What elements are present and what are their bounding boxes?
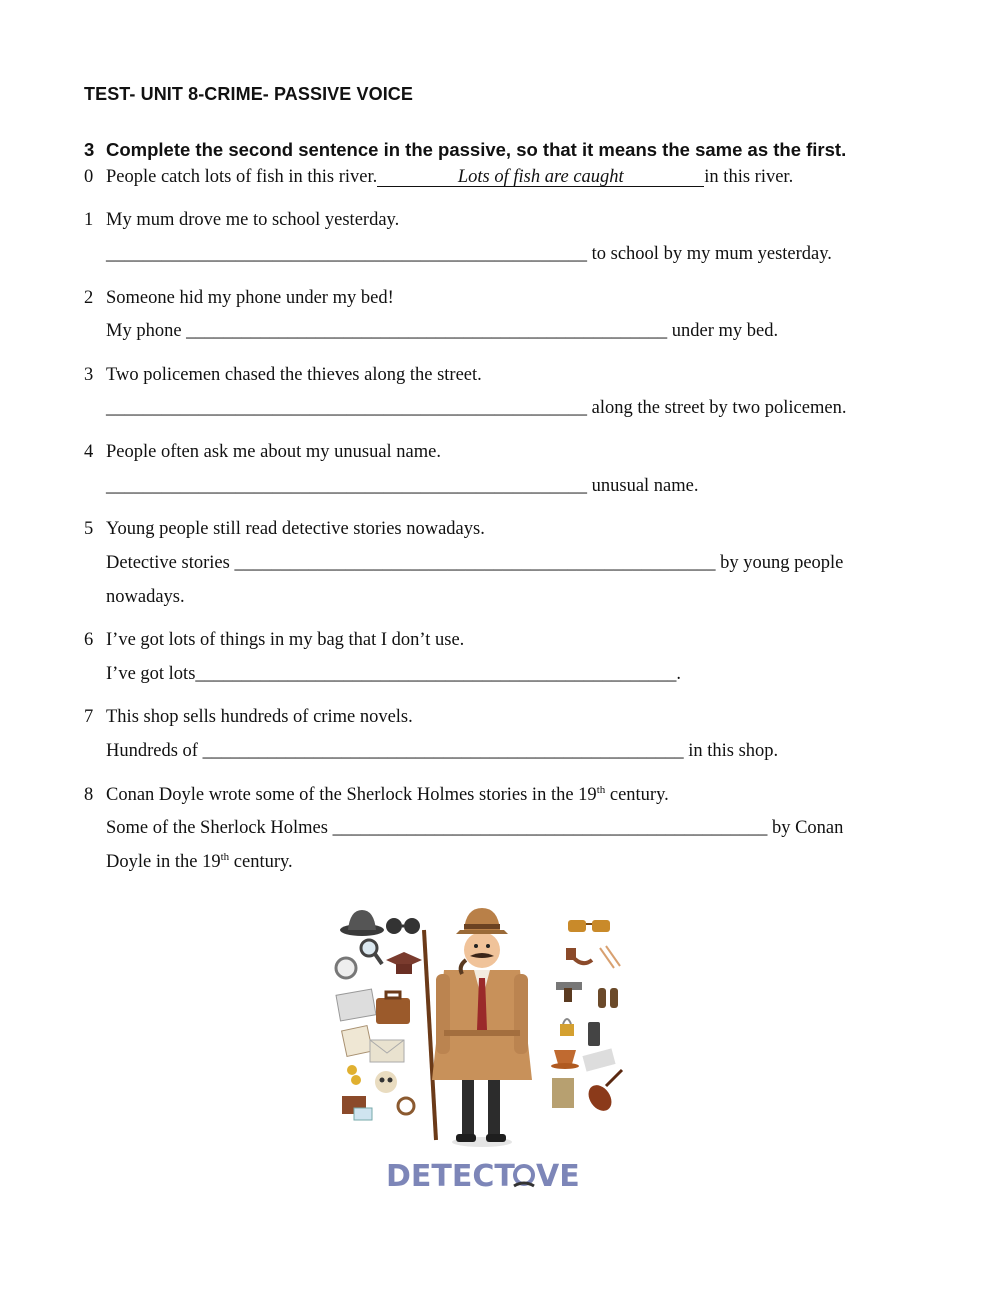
example-text (106, 167, 793, 188)
padlock-icon (560, 1019, 574, 1036)
item-after: . (676, 664, 682, 684)
item-number: 6 (84, 630, 94, 650)
glasses-icon (386, 918, 420, 934)
answer-blank[interactable]: ____________________________________________________ (106, 476, 587, 496)
notebook-icon (552, 1078, 574, 1108)
item-5-answer-line[interactable] (106, 553, 843, 574)
item-sentence: Young people still read detective stories nowadays. (106, 519, 485, 539)
item-sentence: This shop sells hundreds of crime novels. (106, 707, 413, 727)
item-8-continuation (106, 852, 293, 873)
answer-blank[interactable]: ____________________________________________________ (202, 741, 684, 761)
item-cont-part: century. (229, 852, 293, 872)
notepad-icon (582, 1048, 615, 1071)
id-card-icon (354, 1108, 372, 1120)
item-cont-part: Doyle in the 19 (106, 852, 221, 872)
item-2-answer-line[interactable] (106, 321, 778, 342)
item-before: I’ve got lots (106, 664, 196, 684)
item-after: along the street by two policemen. (587, 398, 847, 418)
violin-icon (584, 1070, 622, 1115)
cane-icon (424, 930, 436, 1140)
revolver-icon (556, 982, 582, 1002)
item-after: by young people (715, 553, 844, 573)
answer-blank[interactable]: ____________________________________________________ (106, 244, 587, 264)
item-after: unusual name. (587, 476, 699, 496)
item-7-answer-line[interactable] (106, 741, 778, 762)
instruction-text: Complete the second sentence in the passive, so that it means the same as the first. (106, 139, 847, 160)
item-sentence: Someone hid my phone under my bed! (106, 288, 394, 308)
item-number: 2 (84, 288, 94, 308)
item-4-answer-line[interactable] (106, 476, 699, 497)
item-number: 3 (84, 365, 94, 385)
walkie-talkie-icon (588, 1022, 600, 1046)
item-before: Hundreds of (106, 741, 203, 761)
example-answer: Lots of fish are caught (377, 168, 704, 187)
item-before: Detective stories (106, 553, 235, 573)
caption-text: DETECT (386, 1159, 515, 1194)
item-sentence: My mum drove me to school yesterday. (106, 210, 400, 230)
matches-icon (600, 946, 620, 968)
answer-blank[interactable]: ____________________________________________________ (195, 664, 677, 684)
detective-illustration (324, 890, 640, 1200)
item-8-answer-line[interactable] (106, 818, 843, 839)
item-number: 5 (84, 519, 94, 539)
superscript: th (596, 783, 606, 796)
answer-blank[interactable]: ____________________________________________________ (106, 398, 587, 418)
answer-blank[interactable]: ____________________________________________________ (234, 553, 716, 573)
item-3-answer-line[interactable] (106, 398, 846, 419)
detective-caption (386, 1159, 580, 1194)
item-sentence: People often ask me about my unusual name. (106, 442, 441, 462)
item-1-answer-line[interactable] (106, 244, 832, 265)
item-sentence: I’ve got lots of things in my bag that I don’t use. (106, 630, 465, 650)
answer-blank[interactable]: _______________________________________________ (332, 818, 768, 838)
newspaper-icon (336, 989, 376, 1021)
item-sentence (106, 785, 669, 806)
item-number: 1 (84, 210, 94, 230)
item-after: in this shop. (683, 741, 779, 761)
graduation-cap-icon (386, 952, 422, 974)
item-sentence: Two policemen chased the thieves along the street. (106, 365, 482, 385)
coins-icon (347, 1065, 361, 1085)
rope-icon (398, 1098, 414, 1114)
teacup-icon (551, 1050, 579, 1069)
example-sentence: People catch lots of fish in this river. (106, 167, 378, 187)
sunglasses-icon (568, 920, 610, 932)
item-after: by Conan (767, 818, 844, 838)
exercise-number: 3 (84, 139, 95, 160)
item-number: 0 (84, 167, 94, 187)
item-sentence-part: century. (605, 785, 669, 805)
caption-text-end: VE (536, 1159, 580, 1194)
envelope-icon (370, 1040, 404, 1062)
briefcase-icon (376, 992, 410, 1024)
document-icon (342, 1026, 373, 1057)
item-number: 7 (84, 707, 94, 727)
magnifier-letter-icon (514, 1166, 534, 1186)
item-before: Some of the Sherlock Holmes (106, 818, 333, 838)
item-after: to school by my mum yesterday. (587, 244, 832, 264)
item-before: My phone (106, 321, 187, 341)
item-number: 8 (84, 785, 94, 805)
page-title: TEST- UNIT 8-CRIME- PASSIVE VOICE (84, 84, 414, 104)
example-after: in this river. (704, 167, 794, 187)
pipe-icon (566, 948, 592, 963)
item-number: 4 (84, 442, 94, 462)
answer-blank[interactable]: ____________________________________________________ (186, 321, 668, 341)
item-6-answer-line[interactable] (106, 664, 681, 685)
pocket-watch-icon (336, 958, 356, 978)
item-sentence-part: Conan Doyle wrote some of the Sherlock Holmes stories in the 19 (106, 785, 597, 805)
item-after: under my bed. (667, 321, 779, 341)
superscript: th (220, 850, 230, 863)
magnifier-icon (361, 940, 382, 964)
skull-icon (375, 1071, 397, 1093)
binoculars-icon (598, 988, 618, 1008)
detective-figure (432, 908, 532, 1147)
item-5-continuation: nowadays. (106, 587, 185, 607)
fedora-hat-icon (340, 910, 384, 936)
exercise-instruction (84, 139, 846, 161)
